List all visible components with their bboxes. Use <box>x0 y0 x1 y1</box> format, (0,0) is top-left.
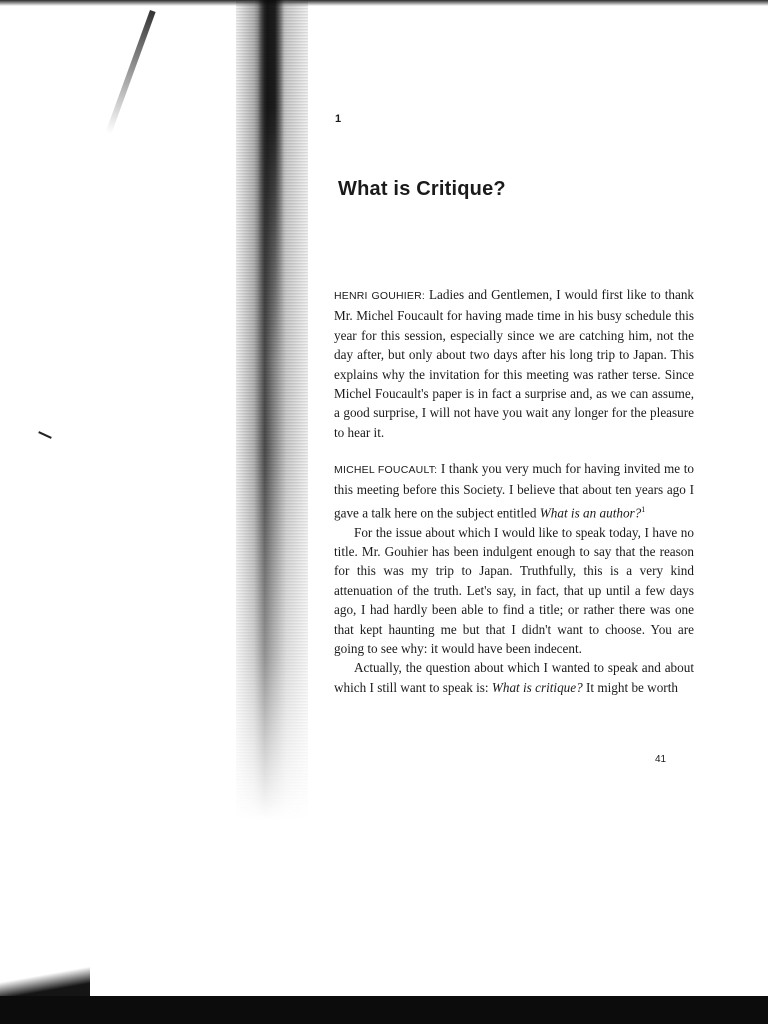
work-title: What is critique? <box>491 679 583 695</box>
foucault-paragraph-2: For the issue about which I would like to speak today, I have no title. Mr. Gouhier has been indulgent enough to say that the reason for this was my trip to Japan. Truthfully, this is a very kind attenuation of the truth. Let's say, in fact, that up until a few days ago, I had hardly been able to find a title; or rather there was one that kept haunting me but that I didn't want to choose. You are going to see why: it would have been indecent. <box>334 524 694 657</box>
speaker-name: HENRI GOUHIER: <box>334 290 425 302</box>
foucault-section <box>334 459 694 697</box>
work-title: What is an author? <box>539 505 642 521</box>
paragraph-text: Actually, the question about which I wanted to speak and about which I still want to speak is: <box>334 660 694 695</box>
scan-shadow-corner <box>0 960 90 1000</box>
gouhier-paragraph <box>334 285 694 442</box>
foucault-paragraph-3 <box>334 658 694 697</box>
scan-border-bottom <box>0 996 768 1024</box>
page-number: 41 <box>655 754 667 765</box>
chapter-number: 1 <box>335 113 342 125</box>
footnote-marker: 1 <box>641 504 646 514</box>
foucault-paragraph-1 <box>334 459 694 523</box>
paragraph-text: I thank you very much for having invited me to this meeting before this Society. I believe that about ten years ago I gave a talk here on the subject entitled <box>334 461 694 521</box>
chapter-title: What is Critique? <box>338 178 506 200</box>
speaker-name: MICHEL FOUCAULT: <box>334 464 438 476</box>
paragraph-text: It might be worth <box>586 679 678 695</box>
paragraph-text: Ladies and Gentlemen, I would first like to thank Mr. Michel Foucault for having made time in his busy schedule this year for this session, especially since we are catching him, not the day after, but only about two days after his long trip to Japan. This explains why the invitation for this meeting was rather terse. Since Michel Foucault's paper is in fact a surprise and, as we can assume, a good surprise, I will not have you wait any longer for the pleasure to hear it. <box>334 287 695 440</box>
